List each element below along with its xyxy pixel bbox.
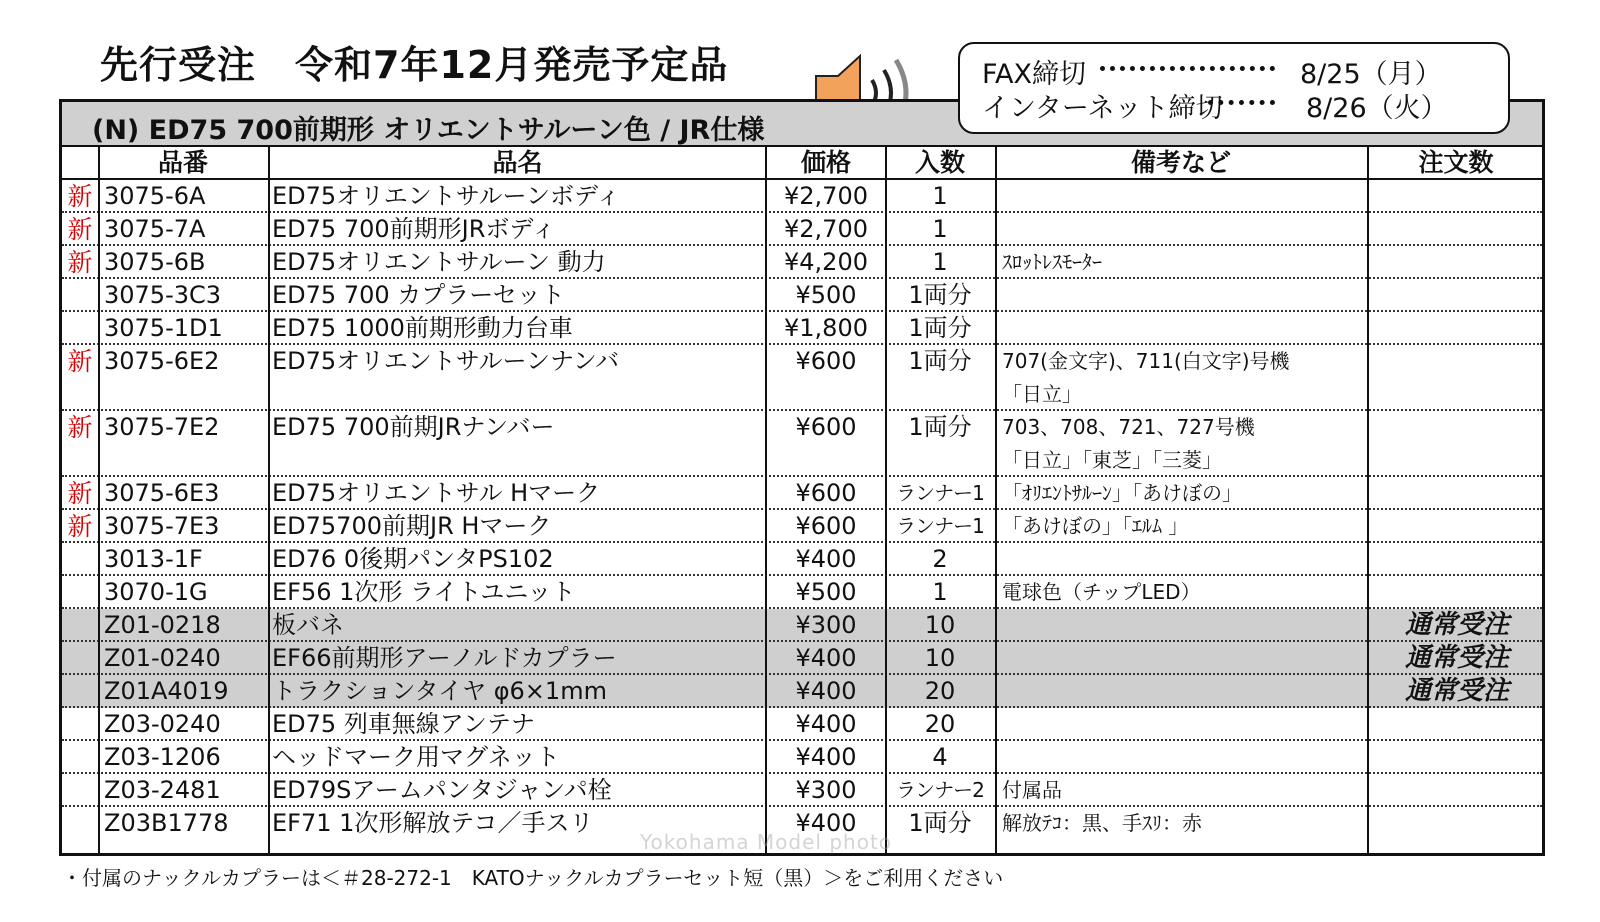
part-qty: ランナー2 [896, 778, 984, 802]
part-price: ¥4,200 [784, 248, 868, 276]
part-price: ¥400 [795, 710, 857, 738]
table-row [62, 774, 1542, 807]
normal-order-label: 通常受注 [1404, 643, 1509, 673]
part-code: 3075-7A [104, 215, 206, 243]
part-price: ¥600 [795, 479, 857, 507]
part-note [1002, 477, 1242, 510]
internet-deadline-label: インターネット締切 [982, 93, 1223, 124]
column-divider [98, 147, 100, 853]
part-note-line2: 「日立」 [1002, 382, 1082, 406]
footnote: ・付属のナックルカプラーは＜＃28-272-1 KATOナックルカプラーセット短（黒）＞をご利用ください [62, 866, 1004, 890]
part-code: Z01-0240 [104, 644, 221, 672]
part-price: ¥400 [795, 809, 857, 837]
part-note-line2: 「日立」「東芝」「三菱」 [1002, 448, 1222, 472]
part-note [1002, 510, 1188, 543]
part-price: ¥300 [795, 776, 857, 804]
part-qty: ランナー1 [896, 481, 984, 505]
table-row [62, 675, 1542, 708]
internet-deadline [982, 86, 1223, 122]
table-row [62, 642, 1542, 675]
new-mark: 新 [67, 347, 93, 376]
col-header-note: 備考など [1130, 148, 1231, 177]
new-mark: 新 [67, 512, 93, 541]
part-code: Z03B1778 [104, 809, 229, 837]
part-qty: 2 [932, 545, 948, 573]
fax-deadline [982, 52, 1086, 88]
part-qty: 1 [932, 182, 948, 210]
table-row [62, 576, 1542, 609]
new-mark: 新 [67, 215, 93, 244]
fax-deadline-date: 8/25（月） [1300, 59, 1442, 90]
part-price: ¥400 [795, 545, 857, 573]
internet-deadline-date: 8/26（火） [1306, 93, 1448, 124]
col-header-qty: 入数 [914, 148, 965, 177]
part-note-line1: 703、708、721、727号機 [1002, 415, 1255, 439]
part-name: ED79Sアームパンタジャンパ栓 [272, 776, 612, 804]
part-code: 3075-7E3 [104, 512, 220, 540]
part-name: ED75 700前期JRナンバー [272, 413, 555, 441]
part-qty: 1 [932, 248, 948, 276]
part-name: ED75 700前期形JRボディ [272, 215, 556, 243]
new-mark: 新 [67, 413, 93, 442]
part-code: 3075-3C3 [104, 281, 222, 309]
part-qty: 20 [924, 677, 956, 705]
part-name: ED75オリエントサルーン 動力 [272, 248, 606, 276]
watermark: Yokohama Model photo [640, 830, 893, 854]
part-note-line1: 「あけぼの」「ｴﾙﾑ 」 [1002, 514, 1189, 538]
part-qty: 10 [924, 611, 956, 639]
col-header-code: 品番 [157, 148, 208, 177]
column-headers [62, 147, 1542, 180]
part-price: ¥500 [795, 281, 857, 309]
part-note [1002, 411, 1255, 477]
part-note [1002, 345, 1290, 411]
normal-order-label: 通常受注 [1404, 676, 1509, 706]
part-qty: 1両分 [908, 347, 972, 375]
part-name: 板バネ [272, 611, 344, 639]
part-name: ヘッドマーク用マグネット [272, 743, 560, 771]
table-row [62, 246, 1542, 279]
column-divider [885, 147, 887, 853]
part-name: ED75オリエントサルーンボディ [272, 182, 621, 210]
column-divider [995, 147, 997, 853]
table-row [62, 477, 1542, 510]
part-price: ¥400 [795, 677, 857, 705]
part-name: ED75700前期JR Hマーク [272, 512, 552, 540]
part-qty: ランナー1 [896, 514, 984, 538]
page-title: 先行受注 令和7年12月発売予定品 [100, 43, 729, 87]
col-header-order: 注文数 [1418, 148, 1494, 177]
table-row [62, 609, 1542, 642]
part-price: ¥1,800 [784, 314, 868, 342]
part-name: EF71 1次形解放テコ／手スリ [272, 809, 594, 837]
table-row [62, 180, 1542, 213]
part-code: 3013-1F [104, 545, 203, 573]
part-qty: 1両分 [908, 413, 972, 441]
part-note-line1: 「ｵﾘｴﾝﾄｻﾙｰﾝ」「あけぼの」 [1002, 481, 1242, 505]
part-code: 3075-6B [104, 248, 206, 276]
new-mark: 新 [67, 248, 93, 277]
new-mark: 新 [67, 182, 93, 211]
part-qty: 1両分 [908, 809, 972, 837]
part-name: ED75 列車無線アンテナ [272, 710, 535, 738]
part-note [1002, 774, 1062, 807]
col-header-name: 品名 [492, 148, 543, 177]
part-qty: 1 [932, 215, 948, 243]
table-row [62, 741, 1542, 774]
new-mark: 新 [67, 479, 93, 508]
part-name: ED75オリエントサルーンナンバ [272, 347, 620, 375]
part-price: ¥2,700 [784, 215, 868, 243]
table-row [62, 345, 1542, 411]
fax-deadline-label: FAX締切 [982, 59, 1087, 90]
part-name: ED76 0後期パンタPS102 [272, 545, 554, 573]
part-code: Z03-1206 [104, 743, 221, 771]
column-divider [1367, 147, 1369, 853]
part-qty: 4 [932, 743, 948, 771]
part-name: トラクションタイヤ φ6×1mm [272, 677, 607, 705]
part-qty: 1両分 [908, 314, 972, 342]
part-code: 3075-6A [104, 182, 206, 210]
table-row [62, 708, 1542, 741]
part-note [1002, 807, 1202, 840]
deadline-box [958, 42, 1510, 134]
part-name: ED75 700 カプラーセット [272, 281, 565, 309]
part-qty: 1 [932, 578, 948, 606]
parts-table [59, 99, 1545, 856]
part-price: ¥300 [795, 611, 857, 639]
part-code: 3075-6E2 [104, 347, 220, 375]
column-divider [765, 147, 767, 853]
table-row [62, 411, 1542, 477]
part-code: Z03-2481 [104, 776, 221, 804]
table-row [62, 510, 1542, 543]
part-code: Z01-0218 [104, 611, 221, 639]
part-price: ¥400 [795, 644, 857, 672]
fax-deadline-dots [1100, 66, 1275, 71]
part-note-line1: 解放ﾃｺ：黒、手ｽﾘ：赤 [1002, 811, 1202, 835]
part-name: ED75オリエントサル Hマーク [272, 479, 601, 507]
part-note [1002, 246, 1102, 279]
part-note-line1: 707(金文字)、711(白文字)号機 [1002, 349, 1290, 373]
table-row [62, 213, 1542, 246]
part-code: 3070-1G [104, 578, 208, 606]
part-note-line1: 電球色（チップLED） [1002, 580, 1201, 604]
part-note-line1: 付属品 [1002, 778, 1062, 802]
part-code: 3075-7E2 [104, 413, 220, 441]
table-row [62, 543, 1542, 576]
part-qty: 1両分 [908, 281, 972, 309]
part-price: ¥600 [795, 413, 857, 441]
part-name: ED75 1000前期形動力台車 [272, 314, 573, 342]
part-price: ¥500 [795, 578, 857, 606]
part-price: ¥600 [795, 347, 857, 375]
part-note [1002, 576, 1201, 609]
internet-deadline-dots [1208, 100, 1275, 105]
part-code: Z03-0240 [104, 710, 221, 738]
part-note-line1: ｽﾛｯﾄﾚｽﾓｰﾀｰ [1002, 250, 1102, 274]
table-row [62, 279, 1542, 312]
table-row [62, 312, 1542, 345]
part-code: 3075-1D1 [104, 314, 223, 342]
part-name: EF66前期形アーノルドカプラー [272, 644, 617, 672]
section-title: (N) ED75 700前期形 オリエントサルーン色 / JR仕様 [92, 115, 765, 146]
part-price: ¥600 [795, 512, 857, 540]
part-code: 3075-6E3 [104, 479, 220, 507]
col-header-price: 価格 [800, 148, 851, 177]
part-price: ¥400 [795, 743, 857, 771]
part-price: ¥2,700 [784, 182, 868, 210]
part-name: EF56 1次形 ライトユニット [272, 578, 576, 606]
part-code: Z01A4019 [104, 677, 229, 705]
normal-order-label: 通常受注 [1404, 610, 1509, 640]
part-qty: 10 [924, 644, 956, 672]
column-divider [268, 147, 270, 853]
part-qty: 20 [924, 710, 956, 738]
